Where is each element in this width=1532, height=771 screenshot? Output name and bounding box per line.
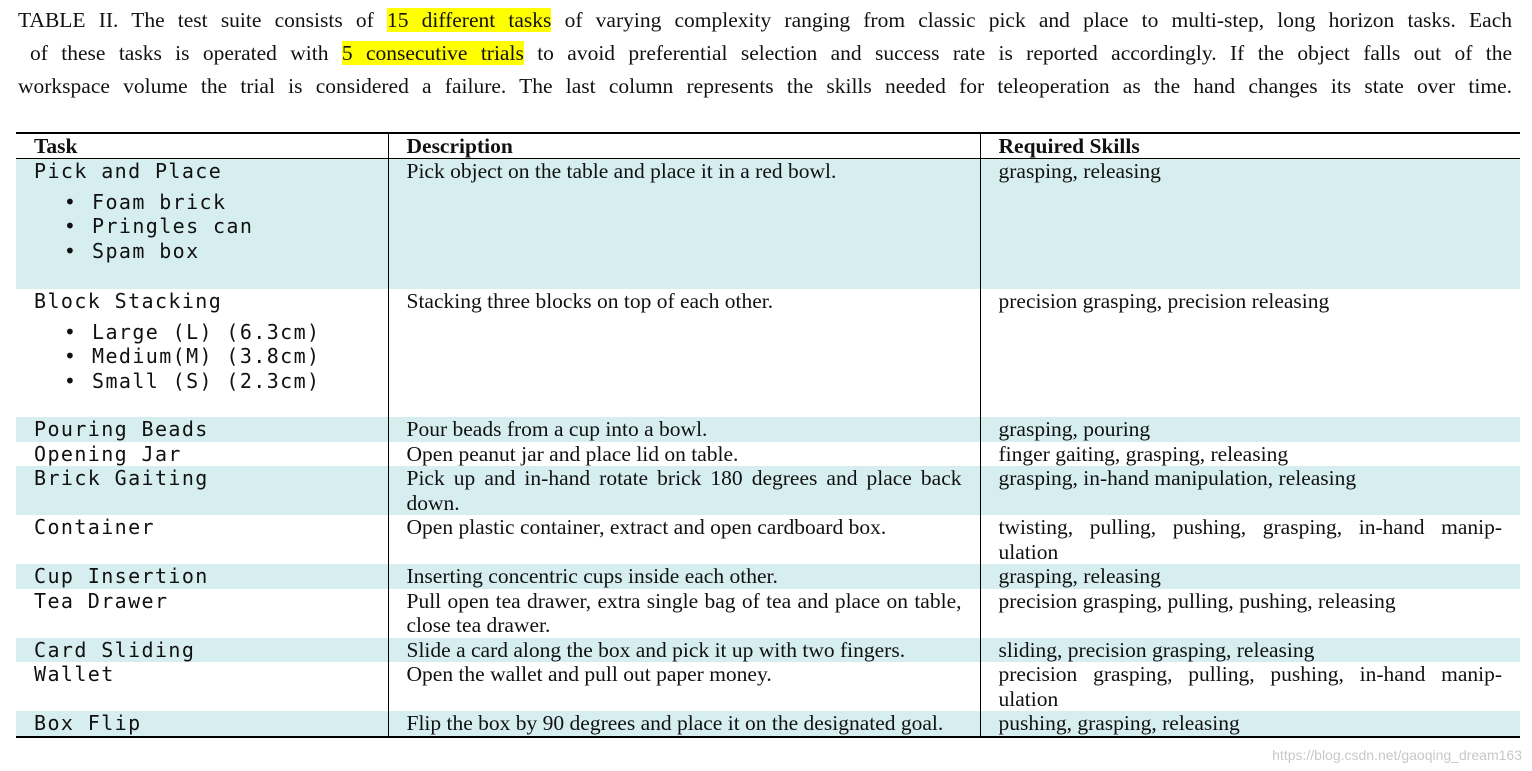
description-cell: Pull open tea drawer, extra single bag of tea and place on table, close tea drawer. (388, 589, 980, 638)
task-variants (34, 190, 370, 264)
header-skills: Required Skills (980, 133, 1520, 159)
caption-text: to avoid preferential selection and success rate is reported accordingly. If the object falls out of the (523, 41, 1512, 65)
list-item: • Pringles can (64, 214, 370, 239)
task-name: Opening Jar (34, 441, 182, 466)
task-name: Brick Gaiting (16, 466, 388, 515)
description-cell: Open plastic container, extract and open cardboard box. (388, 515, 980, 564)
description-cell: Pick up and in-hand rotate brick 180 degrees and place back down. (388, 466, 980, 515)
task-cell (16, 289, 388, 417)
skills-cell: sliding, precision grasping, releasing (980, 638, 1520, 663)
list-item: • Foam brick (64, 190, 370, 215)
table-row (16, 711, 1520, 737)
task-name: Cup Insertion (16, 564, 388, 589)
skills-cell: precision grasping, precision releasing (980, 289, 1520, 417)
table-row (16, 159, 1520, 290)
task-name: Box Flip (16, 711, 388, 737)
task-table (16, 132, 1520, 738)
skills-cell: grasping, releasing (980, 564, 1520, 589)
list-item: • Large (L) (6.3cm) (64, 320, 370, 345)
description-cell: Stacking three blocks on top of each other. (388, 289, 980, 417)
skills-cell: precision grasping, pulling, pushing, releasing (980, 589, 1520, 638)
table-row (16, 442, 1520, 467)
description-cell: Pick object on the table and place it in a red bowl. (388, 159, 980, 290)
caption-highlight-tasks: 15 different tasks (386, 8, 552, 32)
skills-cell: precision grasping, pulling, pushing, in-hand manip-ulation (980, 662, 1520, 711)
list-item: • Medium(M) (3.8cm) (64, 344, 370, 369)
caption-line-2 (18, 37, 1512, 70)
task-name: Card Sliding (16, 638, 388, 663)
table-row (16, 564, 1520, 589)
task-name: Pouring Beads (16, 417, 388, 442)
skills-cell: finger gaiting, grasping, releasing (980, 442, 1520, 467)
header-description: Description (388, 133, 980, 159)
skills-cell: grasping, releasing (980, 159, 1520, 290)
description-cell: Inserting concentric cups inside each other. (388, 564, 980, 589)
task-name: Container (34, 515, 155, 539)
caption-line-1 (18, 4, 1512, 37)
description-cell: Open peanut jar and place lid on table. (388, 442, 980, 467)
description-cell: Slide a card along the box and pick it up with two fingers. (388, 638, 980, 663)
table-row (16, 466, 1520, 515)
task-name: Pick and Place (34, 159, 223, 183)
caption-line-3: workspace volume the trial is considered a failure. The last column represents the skills needed for teleoperation as the hand changes its state over time. (18, 74, 1512, 98)
caption-highlight-trials: 5 consecutive trials (341, 41, 524, 65)
skills-cell: grasping, pouring (980, 417, 1520, 442)
table-row (16, 417, 1520, 442)
list-item: • Small (S) (2.3cm) (64, 369, 370, 394)
table-header-row (16, 133, 1520, 159)
task-variants (34, 320, 370, 394)
table-row (16, 289, 1520, 417)
description-cell: Pour beads from a cup into a bowl. (388, 417, 980, 442)
task-name: Block Stacking (34, 289, 223, 313)
skills-cell: grasping, in-hand manipulation, releasing (980, 466, 1520, 515)
skills-cell: pushing, grasping, releasing (980, 711, 1520, 737)
caption-text: TABLE II. The test suite consists of (18, 8, 387, 32)
table-row (16, 638, 1520, 663)
caption-text: of varying complexity ranging from classic pick and place to multi-step, long horizon tasks. Each (551, 8, 1512, 32)
table-row (16, 589, 1520, 638)
task-cell (16, 159, 388, 290)
task-name: Wallet (34, 662, 115, 686)
watermark: https://blog.csdn.net/gaoqing_dream163 (1272, 747, 1522, 763)
table-caption (18, 4, 1512, 103)
caption-text: of these tasks is operated with (30, 41, 342, 65)
list-item: • Spam box (64, 239, 370, 264)
description-cell: Open the wallet and pull out paper money. (388, 662, 980, 711)
table-row (16, 662, 1520, 711)
table-row (16, 515, 1520, 564)
skills-cell: twisting, pulling, pushing, grasping, in-hand manip-ulation (980, 515, 1520, 564)
header-task: Task (16, 133, 388, 159)
description-cell: Flip the box by 90 degrees and place it on the designated goal. (388, 711, 980, 737)
task-name: Tea Drawer (34, 588, 169, 613)
